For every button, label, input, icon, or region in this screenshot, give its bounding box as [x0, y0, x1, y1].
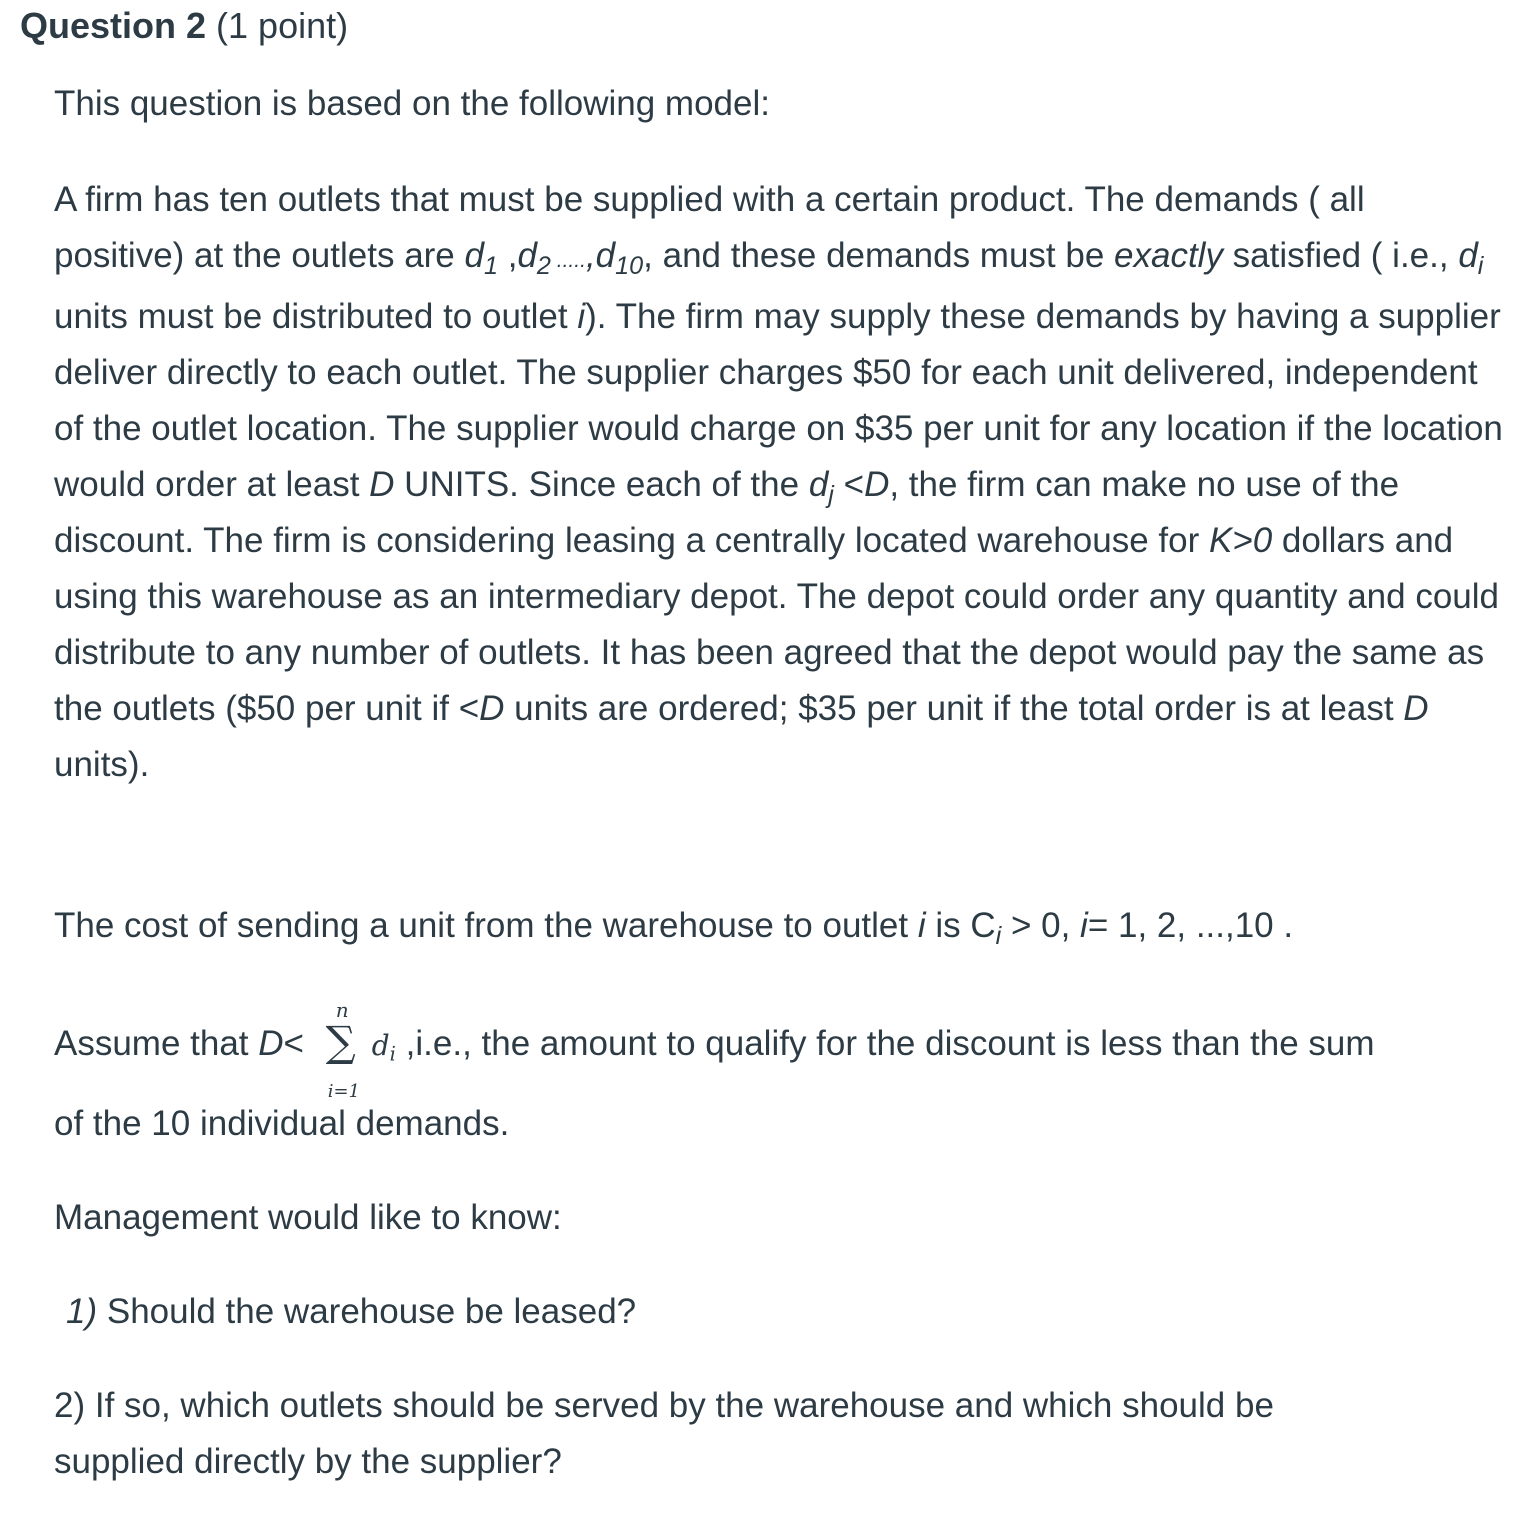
question-item-2-line-1: 2) If so, which outlets should be served by the warehouse and which should be	[54, 1386, 1274, 1425]
model-text: units).	[54, 745, 150, 784]
var-D: D	[369, 465, 395, 504]
var-D: D	[479, 689, 505, 728]
emphasis-exactly: exactly	[1114, 236, 1223, 275]
question-item-2-line-2: supplied directly by the supplier?	[54, 1442, 562, 1481]
assume-line-2: of the 10 individual demands.	[54, 1104, 510, 1143]
var-D: D	[258, 1024, 284, 1063]
sigma-lower-limit: i=1	[327, 1080, 361, 1102]
summation-symbol	[314, 997, 372, 1102]
question-title: Question 2	[20, 5, 207, 46]
var-di	[371, 1029, 396, 1066]
question-item-1	[66, 1288, 636, 1336]
var-d10-sub: 10	[615, 252, 644, 281]
var-di-sub: i	[1477, 252, 1484, 281]
assume-line	[54, 997, 1375, 1102]
model-text: units must be distributed to outlet	[54, 297, 578, 336]
model-text: dollars and using this warehouse as an intermediary depot. The depot could order any quantity and could distribute to any number of outlets. It has been agreed that the depot would pay the same as the outlets ($50 per unit if <	[54, 521, 1499, 728]
var-dj: d	[808, 465, 829, 504]
var-di-letter: d	[371, 1029, 390, 1062]
model-text: <	[833, 465, 865, 504]
model-text: , and these demands must be	[643, 236, 1115, 275]
question-header	[20, 2, 348, 50]
item-text: Should the warehouse be leased?	[97, 1292, 637, 1331]
var-d1: d	[464, 236, 484, 275]
model-text: units are ordered; $35 per unit if the total order is at least	[504, 689, 1404, 728]
var-d2-sub: 2	[536, 252, 551, 281]
cost-text: = 1, 2, ...,10 .	[1087, 906, 1294, 945]
var-d1-sub: 1	[483, 252, 498, 281]
model-text: ,	[585, 236, 596, 275]
var-i: i	[917, 906, 926, 945]
model-text: UNITS. Since each of the	[394, 465, 809, 504]
question-points: (1 point)	[216, 5, 349, 46]
var-dj-sub: j	[828, 481, 834, 510]
item-number: 1)	[66, 1292, 98, 1331]
model-text: A firm has ten outlets that must be supplied with a certain product. The demands ( all positive) at the outlets are	[54, 180, 1365, 275]
model-text: , the firm can make no use of the discount. The firm is considering leasing a centrally located warehouse for	[54, 465, 1400, 560]
var-D: D	[1403, 689, 1429, 728]
var-ci-sub: i	[995, 922, 1002, 951]
assume-text: <	[283, 1024, 314, 1063]
sigma-icon: ∑	[325, 1016, 356, 1066]
model-text: ,	[497, 236, 518, 275]
var-K: K>0	[1208, 521, 1273, 560]
cost-line	[54, 902, 1293, 950]
sigma-upper-limit: n	[335, 997, 349, 1022]
var-i: i	[1080, 906, 1088, 945]
intro-text: This question is based on the following model:	[54, 84, 770, 123]
cost-text: > 0,	[1001, 906, 1081, 945]
model-paragraph	[54, 172, 1504, 793]
model-text: ). The firm may supply these demands by having a supplier deliver directly to each outlet. The supplier charges $50 for each unit delivered, independent of the outlet location. The supplier would charge on $35 per unit for any location if the location would order at least	[54, 297, 1503, 504]
cost-text: The cost of sending a unit from the warehouse to outlet	[54, 906, 918, 945]
var-D: D	[864, 465, 890, 504]
var-d10: d	[595, 236, 616, 275]
var-di: d	[1458, 236, 1478, 275]
ellipsis: .....	[550, 249, 586, 272]
var-d2: d	[517, 236, 537, 275]
var-i: i	[577, 297, 586, 336]
management-text: Management would like to know:	[54, 1198, 562, 1237]
assume-text: Assume that	[54, 1024, 259, 1063]
cost-text: is C	[925, 906, 996, 945]
model-text: satisfied ( i.e.,	[1222, 236, 1459, 275]
var-di-sub: i	[389, 1042, 396, 1066]
assume-text: ,i.e., the amount to qualify for the discount is less than the sum	[395, 1024, 1375, 1063]
